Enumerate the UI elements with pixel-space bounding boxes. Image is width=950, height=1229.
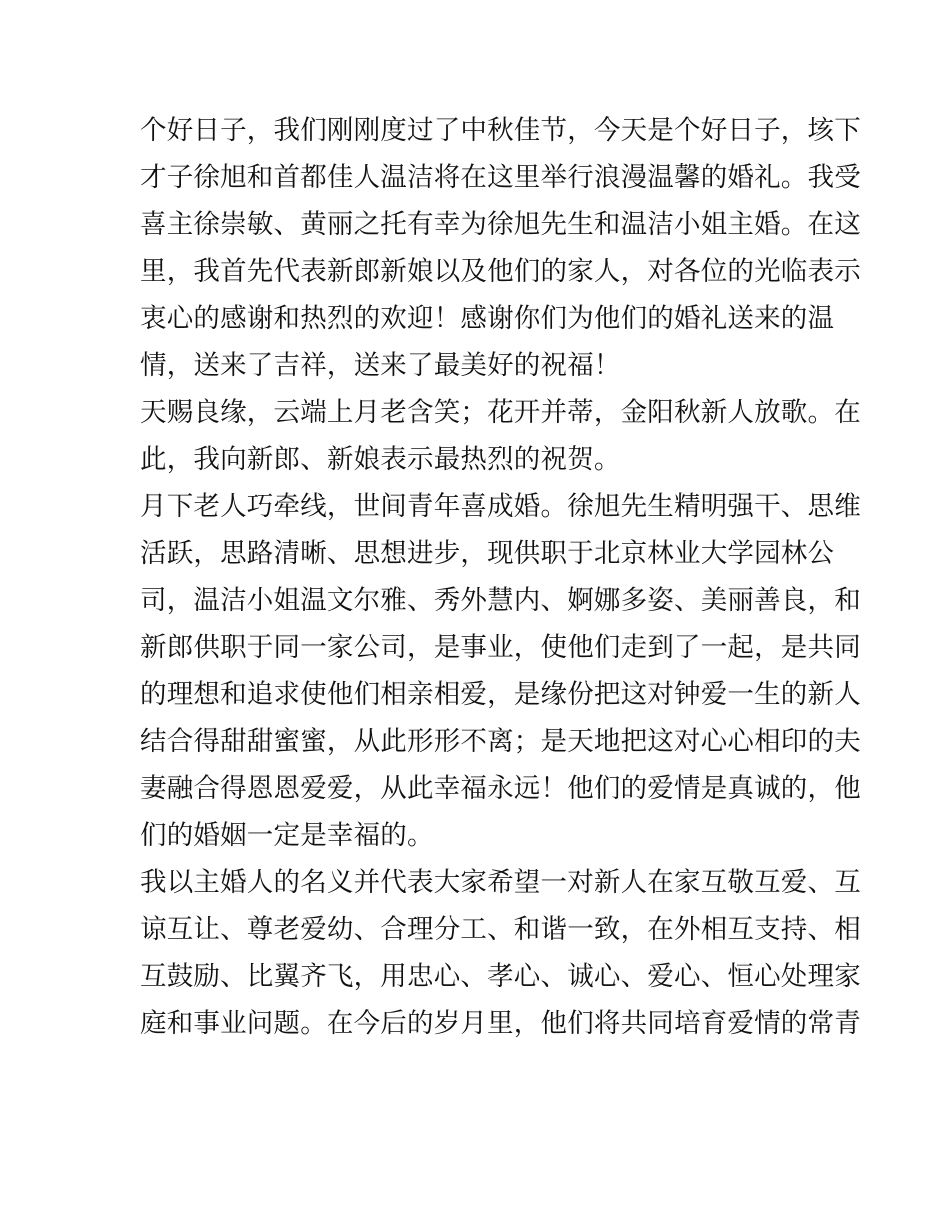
text-line: 妻融合得恩恩爱爱，从此幸福永远！他们的爱情是真诚的，他 bbox=[140, 773, 861, 804]
text-line: 喜主徐崇敏、黄丽之托有幸为徐旭先生和温洁小姐主婚。在这 bbox=[140, 209, 861, 240]
text-line: 活跃，思路清晰、思想进步，现供职于北京林业大学园林公 bbox=[140, 538, 835, 569]
text-line: 此，我向新郎、新娘表示最热烈的祝贺。 bbox=[140, 444, 621, 475]
text-line: 才子徐旭和首都佳人温洁将在这里举行浪漫温馨的婚礼。我受 bbox=[140, 162, 861, 193]
text-line: 我以主婚人的名义并代表大家希望一对新人在家互敬互爱、互 bbox=[140, 867, 861, 898]
text-line: 互鼓励、比翼齐飞，用忠心、孝心、诚心、爱心、恒心处理家 bbox=[140, 961, 861, 992]
text-line: 新郎供职于同一家公司，是事业，使他们走到了一起，是共同 bbox=[140, 632, 861, 663]
text-line: 庭和事业问题。在今后的岁月里，他们将共同培育爱情的常青 bbox=[140, 1008, 861, 1039]
text-line: 司，温洁小姐温文尔雅、秀外慧内、婀娜多姿、美丽善良，和 bbox=[140, 585, 861, 616]
text-line: 个好日子，我们刚刚度过了中秋佳节，今天是个好日子，垓下 bbox=[140, 115, 861, 146]
text-line: 天赐良缘，云端上月老含笑；花开并蒂，金阳秋新人放歌。在 bbox=[140, 397, 861, 428]
text-line: 情，送来了吉祥，送来了最美好的祝福！ bbox=[140, 350, 621, 381]
text-line: 的理想和追求使他们相亲相爱，是缘份把这对钟爱一生的新人 bbox=[140, 679, 861, 710]
document-body bbox=[140, 107, 861, 1047]
text-line: 结合得甜甜蜜蜜，从此形形不离；是天地把这对心心相印的夫 bbox=[140, 726, 861, 757]
text-line: 月下老人巧牵线，世间青年喜成婚。徐旭先生精明强干、思维 bbox=[140, 491, 861, 522]
text-line: 们的婚姻一定是幸福的。 bbox=[140, 820, 434, 851]
text-line: 里，我首先代表新郎新娘以及他们的家人，对各位的光临表示 bbox=[140, 256, 861, 287]
text-line: 谅互让、尊老爱幼、合理分工、和谐一致，在外相互支持、相 bbox=[140, 914, 861, 945]
text-line: 衷心的感谢和热烈的欢迎！感谢你们为他们的婚礼送来的温 bbox=[140, 303, 835, 334]
